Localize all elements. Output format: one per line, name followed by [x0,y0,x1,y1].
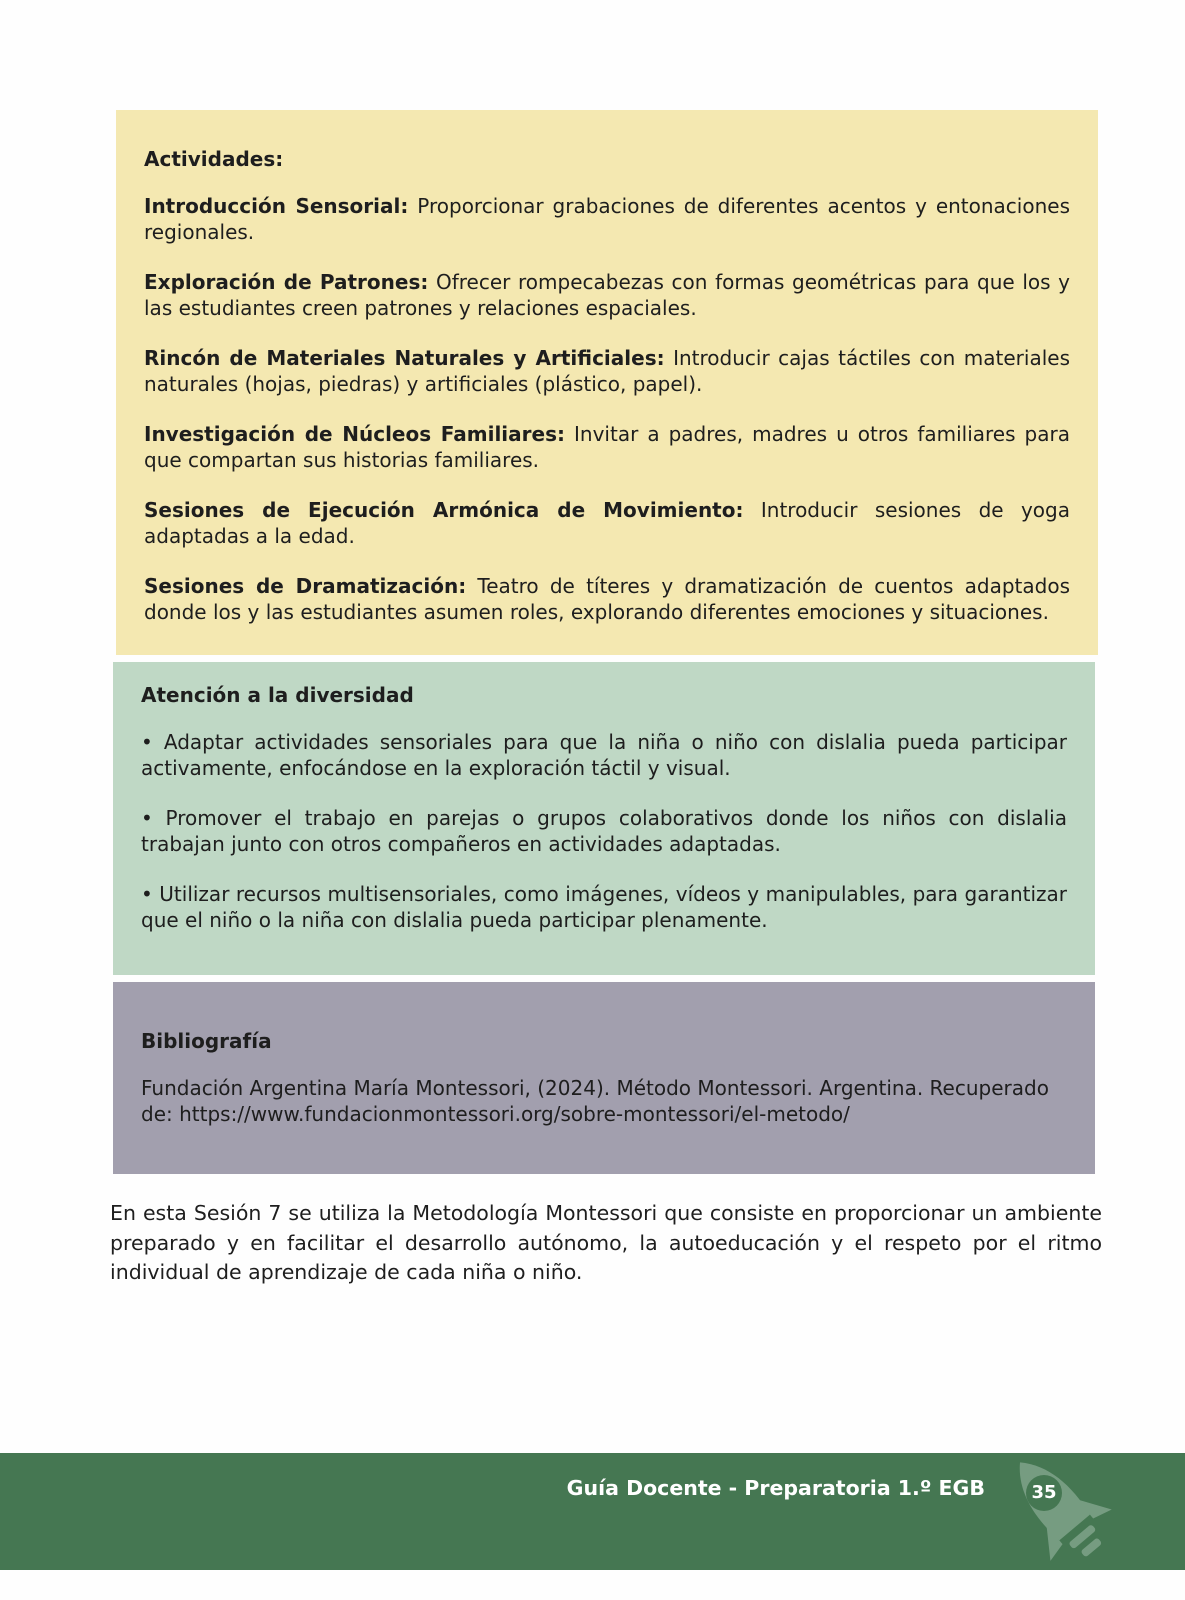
activity-term: Sesiones de Ejecución Armónica de Movimiento: [144,498,744,522]
activity-text: Ofrecer rompecabezas con formas geométricas para que los y las estudiantes creen patrones y relaciones espaciales. [144,270,1070,320]
activity-term: Rincón de Materiales Naturales y Artificiales: [144,346,665,370]
activity-text: Invitar a padres, madres u otros familiares para que compartan sus historias familiares. [144,422,1070,472]
diversity-item: • Adaptar actividades sensoriales para que la niña o niño con dislalia pueda participar activamente, enfocándose en la exploración táctil y visual. [141,730,1067,780]
activity-term: Sesiones de Dramatización: [144,574,467,598]
activity-item [144,194,1070,245]
page-footer [0,1453,1185,1570]
activities-heading: Actividades: [144,147,284,171]
activity-item [144,498,1070,549]
activity-text: Introducir sesiones de yoga adaptadas a la edad. [144,498,1070,548]
activity-term: Introducción Sensorial: [144,194,409,218]
bibliography-box [113,982,1095,1174]
diversity-box [113,662,1095,975]
diversity-heading: Atención a la diversidad [141,683,414,707]
activity-text: Teatro de títeres y dramatización de cuentos adaptados donde los y las estudiantes asumen roles, explorando diferentes emociones y situaciones. [144,574,1070,624]
activity-text: Introducir cajas táctiles con materiales naturales (hojas, piedras) y artificiales (plástico, papel). [144,346,1070,396]
activity-item [144,422,1070,473]
page-number: 35 [1026,1475,1062,1511]
activity-term: Exploración de Patrones: [144,270,429,294]
activity-item [144,270,1070,321]
diversity-item: • Utilizar recursos multisensoriales, como imágenes, vídeos y manipulables, para garantizar que el niño o la niña con dislalia pueda participar plenamente. [141,882,1067,932]
activity-item [144,346,1070,397]
closing-paragraph: En esta Sesión 7 se utiliza la Metodología Montessori que consiste en proporcionar un ambiente preparado y en facilitar el desarrollo autónomo, la autoeducación y el respeto por el ritmo individual de aprendizaje de cada niña o niño. [110,1201,1102,1284]
activities-box [116,110,1098,655]
bibliography-heading: Bibliografía [141,1029,272,1053]
bibliography-entry: Fundación Argentina María Montessori, (2024). Método Montessori. Argentina. Recuperado de: https://www.fundacionmontessori.org/sobre-montessori/el-metodo/ [141,1076,1049,1126]
diversity-item: • Promover el trabajo en parejas o grupos colaborativos donde los niños con dislalia trabajan junto con otros compañeros en actividades adaptadas. [141,806,1067,856]
activity-text: Proporcionar grabaciones de diferentes acentos y entonaciones regionales. [144,194,1070,244]
footer-title: Guía Docente - Preparatoria 1.º EGB [566,1476,985,1500]
activity-term: Investigación de Núcleos Familiares: [144,422,565,446]
activity-item [144,574,1070,625]
rocket-icon [990,1453,1140,1570]
